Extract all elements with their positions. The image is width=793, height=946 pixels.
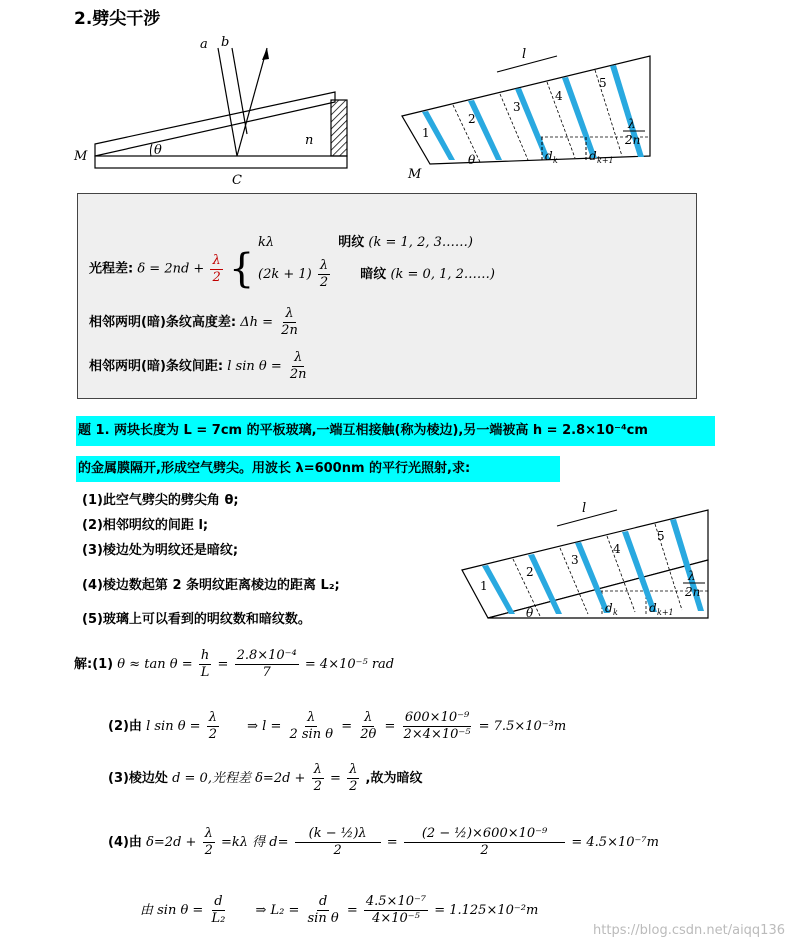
- s3-label: (3)棱边处: [108, 771, 168, 786]
- k-lambda: kλ: [258, 235, 275, 250]
- solution-3: (3)棱边处 d = 0,光程差 δ=2d + $\frac{\lambda}{2}$ = $\frac{\lambda}{2}$ ,故为暗纹: [108, 762, 423, 794]
- s3-a: d = 0,光程差: [172, 771, 251, 786]
- h-over-L: $\frac{h}{L}$: [200, 648, 210, 680]
- problem-line-1: 题 1. 两块长度为 L = 7cm 的平板玻璃,一端互相接触(称为棱边),另一端被高 h = 2.8×10⁻⁴cm: [76, 416, 715, 446]
- label-dk1-sub: k+1: [657, 608, 674, 617]
- label-dk-sub: k: [553, 156, 558, 165]
- arrow-head-icon: [262, 48, 269, 60]
- label-2n: 2n: [625, 133, 641, 147]
- label-2n: 2n: [685, 585, 701, 599]
- s1-a: θ ≈ tan θ =: [117, 657, 193, 672]
- fringe-number: 3: [571, 553, 579, 567]
- label-dk1-sub: k+1: [597, 156, 614, 165]
- label-M: M: [74, 149, 88, 164]
- label-n: n: [305, 133, 314, 148]
- height-difference-formula: [89, 306, 302, 339]
- height-eq: Δh =: [240, 315, 274, 330]
- label-lambda: λ: [628, 117, 636, 131]
- spacing-formula: [89, 350, 311, 383]
- wedge-ray-diagram: [72, 34, 362, 189]
- label-l: l: [522, 47, 527, 62]
- spacing-label: 相邻两明(暗)条纹间距:: [89, 359, 224, 374]
- lambda-over-2n: $\frac{\lambda}{2n}$: [281, 306, 298, 338]
- lambda-over-2n: $\frac{\lambda}{2n}$: [289, 350, 307, 382]
- optical-label: 光程差:: [89, 261, 134, 277]
- fringe-number: 5: [657, 529, 665, 543]
- label-C: C: [232, 173, 242, 188]
- label-dk1: d: [649, 601, 657, 615]
- problem-line-2: 的金属膜隔开,形成空气劈尖。用波长 λ=600nm 的平行光照射,求:: [76, 456, 560, 482]
- s2-label: (2)由: [108, 719, 142, 734]
- s4-b: =kλ 得 d=: [220, 835, 289, 850]
- watermark: https://blog.csdn.net/aiqq136: [593, 923, 785, 938]
- label-theta: θ: [468, 153, 476, 167]
- s1-fraction: $\frac{\text{2.8×10⁻⁴}}{7}$: [236, 648, 297, 680]
- label-dk: d: [605, 601, 613, 615]
- spacing-eq: l sin θ =: [227, 359, 282, 374]
- lambda-over-2: $\frac{\lambda}{2}$: [319, 258, 329, 290]
- question-5: (5)玻璃上可以看到的明纹数和暗纹数。: [82, 612, 311, 627]
- label-dk-sub: k: [613, 608, 618, 617]
- fringe-number: 2: [468, 112, 476, 126]
- question-2: (2)相邻明纹的间距 l;: [82, 518, 209, 533]
- solution-2: (2)由 l sin θ = $\frac{\lambda}{2}$ ⇒ l = $\frac{\lambda}{\text{2 sin θ}}$ = $\frac{\lambda}{2\theta}$ = $\frac{\text{600×10⁻⁹}}{\text{2×4×10⁻⁵}}$ = 7.5×10⁻³m: [108, 710, 567, 742]
- label-theta: θ: [154, 143, 162, 158]
- fringe-diagram-bottom: [460, 498, 720, 628]
- fringe-number: 5: [599, 76, 607, 90]
- top-glass-plate: [95, 92, 335, 156]
- fringe-number: 1: [480, 579, 488, 593]
- section-title: 2.劈尖干涉: [74, 9, 161, 29]
- label-theta: θ: [526, 606, 534, 620]
- label-l: l: [582, 501, 587, 516]
- dark-expr: (2k + 1): [258, 267, 312, 282]
- angle-arc: [151, 144, 152, 156]
- spacing-arrow: [497, 56, 557, 72]
- label-M: M: [408, 167, 422, 182]
- label-lambda: λ: [688, 569, 696, 583]
- s3-c: 故为暗纹: [370, 771, 423, 786]
- label-dk1: d: [589, 149, 597, 163]
- height-label: 相邻两明(暗)条纹高度差:: [89, 315, 237, 330]
- question-4: (4)棱边数起第 2 条明纹距离棱边的距离 L₂;: [82, 578, 340, 593]
- optical-eq: δ = 2nd +: [137, 261, 205, 277]
- bright-k: (k = 1, 2, 3……): [368, 235, 473, 250]
- s4-a: δ=2d +: [146, 835, 197, 850]
- spacer-block: [331, 100, 347, 156]
- bright-condition: [258, 231, 473, 250]
- s1-result: = 4×10⁻⁵ rad: [304, 657, 395, 672]
- question-1: (1)此空气劈尖的劈尖角 θ;: [82, 493, 239, 508]
- lambda-over-2: $\frac{\lambda}{2}$: [212, 252, 221, 285]
- s3-b: δ=2d +: [255, 771, 306, 786]
- s5-a: 由 sin θ =: [140, 903, 204, 918]
- optical-path-formula: 光程差: δ = 2nd + $\frac{\lambda}{2}$ {: [89, 246, 255, 292]
- s5-result: = 1.125×10⁻²m: [434, 903, 539, 918]
- s2-b: ⇒ l =: [247, 719, 282, 734]
- question-3: (3)棱边处为明纹还是暗纹;: [82, 543, 239, 558]
- label-a: a: [200, 37, 208, 52]
- bottom-glass-plate: [95, 156, 347, 168]
- solution-5: 由 sin θ = $\frac{d}{\text{L₂}}$ ⇒ L₂ = $\frac{d}{\text{sin θ}}$ = $\frac{\text{4.5×10⁻⁷}}{\text{4×10⁻⁵}}$ = 1.125×10⁻²m: [140, 894, 539, 926]
- fringe-number: 4: [613, 542, 621, 556]
- fringe-number: 1: [422, 126, 430, 140]
- solution-1: 解:(1) θ ≈ tan θ = $\frac{h}{L}$ = $\frac{\text{2.8×10⁻⁴}}{7}$ = 4×10⁻⁵ rad: [74, 648, 395, 680]
- fringe-number: 3: [513, 100, 521, 114]
- label-dk: d: [545, 149, 553, 163]
- s2-result: = 7.5×10⁻³m: [478, 719, 567, 734]
- s2-a: l sin θ =: [146, 719, 201, 734]
- dark-label: 暗纹: [360, 267, 387, 282]
- s4-label: (4)由: [108, 835, 142, 850]
- fringe-number: 2: [526, 565, 534, 579]
- spacing-arrow: [557, 510, 617, 526]
- dark-condition: [258, 258, 495, 291]
- fringe-number: 4: [555, 89, 563, 103]
- s1-label: 解:(1): [74, 657, 114, 672]
- solution-4: (4)由 δ=2d + $\frac{\lambda}{2}$ =kλ 得 d= $\frac{\text{(k − ½)λ}}{2}$ = $\frac{\text{(2 − ½)×600×10⁻⁹}}{2}$ = 4.5×10⁻⁷m: [108, 826, 659, 858]
- s5-b: ⇒ L₂ =: [255, 903, 300, 918]
- label-b: b: [221, 35, 230, 50]
- fringe-diagram-top: [400, 42, 660, 182]
- s4-result: = 4.5×10⁻⁷m: [571, 835, 659, 850]
- incident-ray: [218, 48, 237, 156]
- dark-k: (k = 0, 1, 2……): [390, 267, 495, 282]
- bright-label: 明纹: [338, 235, 365, 250]
